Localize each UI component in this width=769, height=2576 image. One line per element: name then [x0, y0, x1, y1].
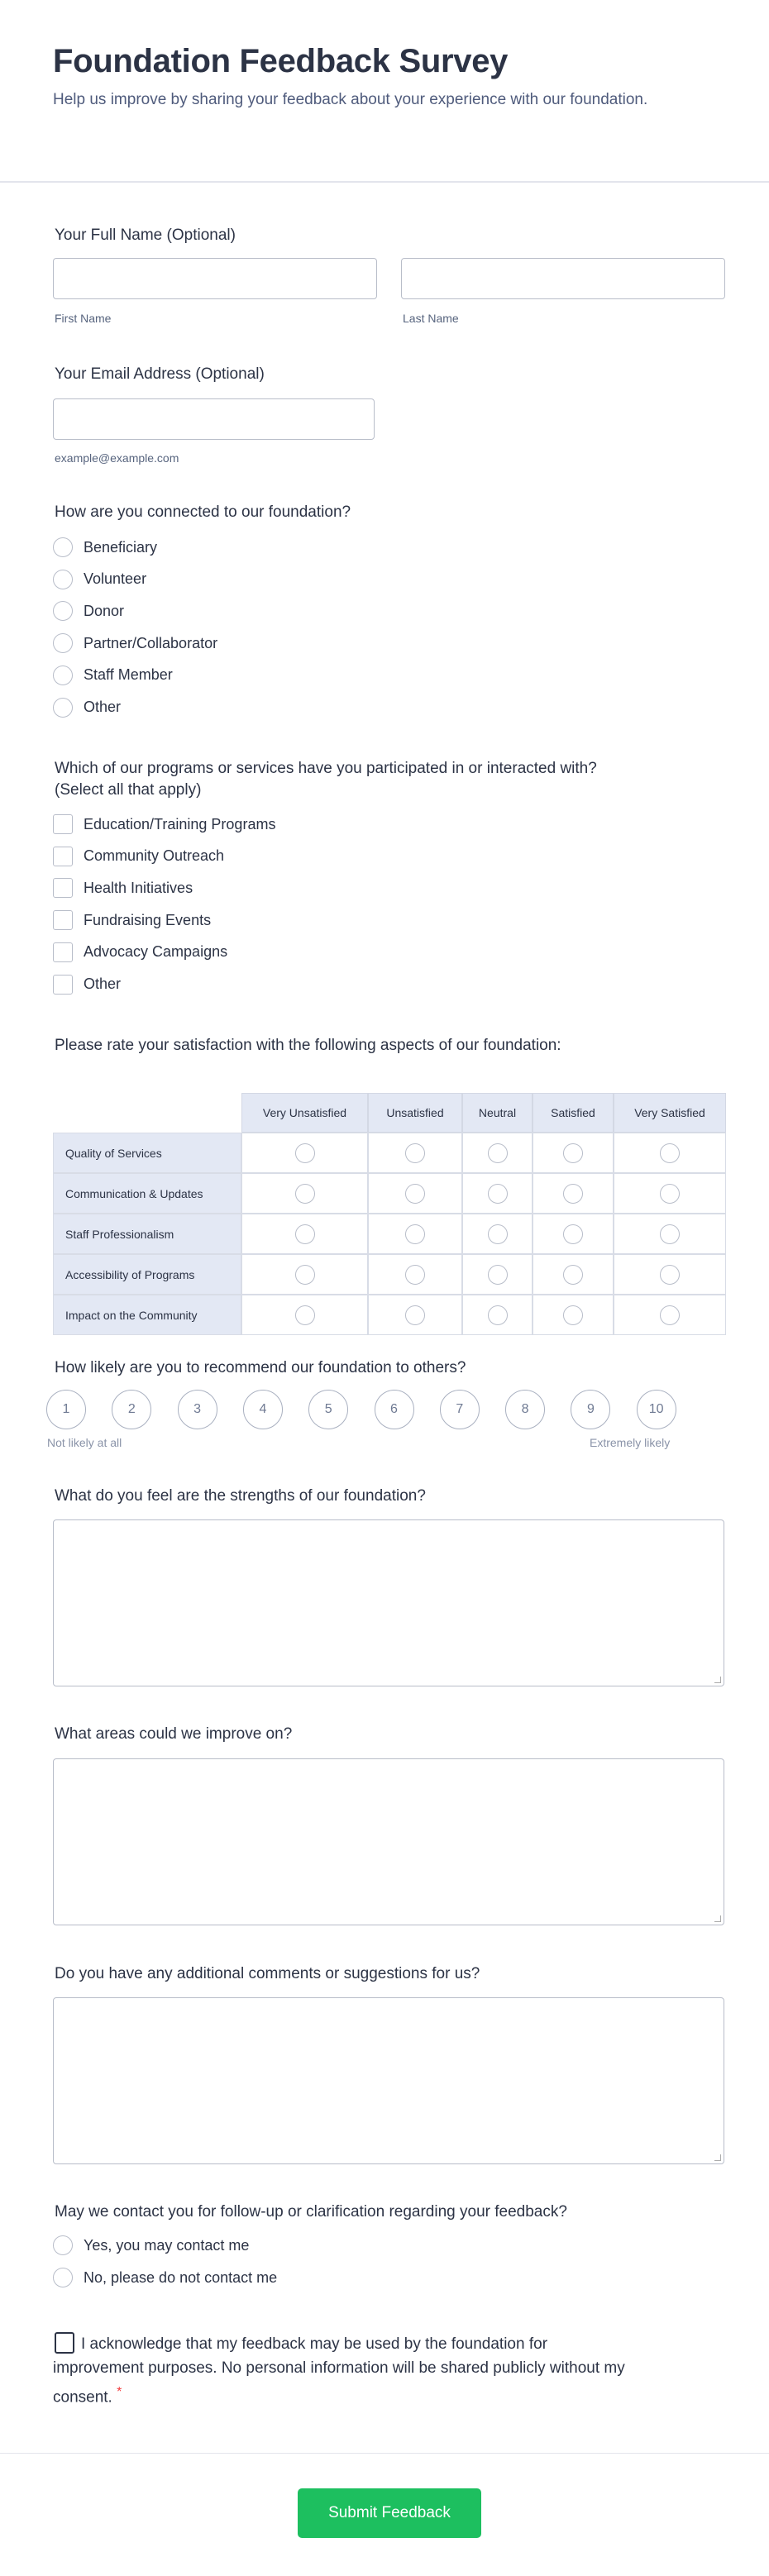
matrix-radio[interactable]	[405, 1224, 425, 1244]
matrix-cell	[241, 1133, 368, 1173]
matrix-radio[interactable]	[660, 1143, 680, 1163]
radio-button[interactable]	[53, 665, 73, 685]
matrix-cell	[368, 1214, 462, 1254]
option-label: Beneficiary	[84, 538, 158, 556]
matrix-radio[interactable]	[405, 1305, 425, 1325]
matrix-cell	[368, 1173, 462, 1214]
matrix-radio[interactable]	[563, 1184, 583, 1204]
footer-divider	[0, 2453, 769, 2454]
nps-option[interactable]: 7	[440, 1390, 480, 1429]
matrix-column-header: Very Satisfied	[614, 1093, 726, 1133]
radio-button[interactable]	[53, 698, 73, 718]
program-option[interactable]	[53, 878, 193, 898]
nps-high-label: Extremely likely	[590, 1436, 671, 1449]
matrix-cell	[614, 1173, 726, 1214]
first-name-sublabel: First Name	[55, 312, 112, 325]
nps-option[interactable]: 1	[46, 1390, 86, 1429]
matrix-cell	[533, 1254, 614, 1295]
program-option[interactable]	[53, 910, 211, 930]
matrix-cell	[614, 1254, 726, 1295]
matrix-row	[53, 1214, 726, 1254]
matrix-column-header: Very Unsatisfied	[241, 1093, 368, 1133]
nps-option[interactable]: 6	[375, 1390, 414, 1429]
matrix-cell	[533, 1295, 614, 1335]
matrix-cell	[533, 1173, 614, 1214]
radio-button[interactable]	[53, 601, 73, 621]
checkbox[interactable]	[53, 878, 73, 898]
checkbox[interactable]	[53, 847, 73, 866]
radio-button[interactable]	[53, 537, 73, 557]
matrix-radio[interactable]	[488, 1265, 508, 1285]
option-label: Yes, you may contact me	[84, 2236, 250, 2254]
matrix-cell	[241, 1254, 368, 1295]
acknowledge-field	[53, 2332, 632, 2409]
nps-option[interactable]: 5	[308, 1390, 348, 1429]
acknowledge-checkbox[interactable]	[55, 2332, 74, 2354]
connection-option[interactable]	[53, 601, 124, 621]
email-sublabel: example@example.com	[55, 451, 179, 465]
option-label: Health Initiatives	[84, 879, 193, 896]
checkbox[interactable]	[53, 814, 73, 834]
checkbox[interactable]	[53, 975, 73, 995]
program-option[interactable]	[53, 814, 275, 834]
matrix-radio[interactable]	[660, 1184, 680, 1204]
page-title: Foundation Feedback Survey	[53, 43, 509, 79]
matrix-cell	[462, 1295, 533, 1335]
matrix-cell	[614, 1214, 726, 1254]
programs-label-line1: Which of our programs or services have you participated in or interacted with?	[55, 760, 597, 777]
satisfaction-matrix	[53, 1093, 726, 1335]
matrix-column-header: Satisfied	[533, 1093, 614, 1133]
matrix-cell	[462, 1214, 533, 1254]
matrix-radio[interactable]	[488, 1184, 508, 1204]
matrix-radio[interactable]	[563, 1265, 583, 1285]
connection-option[interactable]	[53, 665, 173, 685]
matrix-cell	[241, 1295, 368, 1335]
matrix-cell	[614, 1295, 726, 1335]
program-option[interactable]	[53, 942, 227, 962]
connection-option[interactable]	[53, 633, 217, 653]
matrix-row	[53, 1133, 726, 1173]
matrix-radio[interactable]	[488, 1305, 508, 1325]
resize-handle-icon[interactable]	[714, 2154, 721, 2161]
acknowledge-text: I acknowledge that my feedback may be used by the foundation for improvement purposes. No personal information will be shared publicly without my consent.	[53, 2335, 625, 2407]
checkbox[interactable]	[53, 942, 73, 962]
resize-handle-icon[interactable]	[714, 1677, 721, 1683]
matrix-radio[interactable]	[563, 1224, 583, 1244]
matrix-cell	[368, 1295, 462, 1335]
program-option[interactable]	[53, 847, 224, 866]
matrix-row-label: Impact on the Community	[53, 1295, 241, 1335]
email-label: Your Email Address (Optional)	[55, 365, 265, 383]
contact-option[interactable]	[53, 2235, 249, 2255]
checkbox[interactable]	[53, 910, 73, 930]
option-label: Community Outreach	[84, 847, 225, 865]
nps-low-label: Not likely at all	[47, 1436, 122, 1449]
matrix-radio[interactable]	[488, 1224, 508, 1244]
last-name-input[interactable]	[401, 258, 725, 299]
option-label: No, please do not contact me	[84, 2268, 278, 2286]
contact-label: May we contact you for follow-up or clarification regarding your feedback?	[55, 2203, 567, 2221]
matrix-corner	[53, 1093, 241, 1133]
programs-label-line2: (Select all that apply)	[55, 781, 202, 799]
matrix-column-header: Unsatisfied	[368, 1093, 462, 1133]
matrix-cell	[533, 1133, 614, 1173]
option-label: Fundraising Events	[84, 911, 212, 928]
option-label: Advocacy Campaigns	[84, 943, 228, 961]
matrix-row	[53, 1295, 726, 1335]
matrix-radio[interactable]	[563, 1143, 583, 1163]
radio-button[interactable]	[53, 633, 73, 653]
matrix-column-header: Neutral	[462, 1093, 533, 1133]
nps-option[interactable]: 9	[571, 1390, 610, 1429]
matrix-row	[53, 1173, 726, 1214]
matrix-radio[interactable]	[295, 1265, 315, 1285]
matrix-radio[interactable]	[295, 1143, 315, 1163]
matrix-row	[53, 1254, 726, 1295]
matrix-cell	[462, 1254, 533, 1295]
connection-option[interactable]	[53, 698, 121, 718]
connection-label: How are you connected to our foundation?	[55, 503, 351, 521]
strengths-label: What do you feel are the strengths of our foundation?	[55, 1487, 426, 1505]
matrix-cell	[368, 1254, 462, 1295]
matrix-radio[interactable]	[295, 1305, 315, 1325]
comments-textarea[interactable]	[53, 1997, 724, 2164]
matrix-radio[interactable]	[295, 1184, 315, 1204]
comments-label: Do you have any additional comments or suggestions for us?	[55, 1965, 480, 1982]
matrix-cell	[462, 1173, 533, 1214]
connection-option[interactable]	[53, 570, 146, 589]
programs-label	[55, 758, 597, 801]
matrix-row-label: Accessibility of Programs	[53, 1254, 241, 1295]
nps-option[interactable]: 2	[112, 1390, 151, 1429]
page-subtitle: Help us improve by sharing your feedback about your experience with our foundation.	[53, 91, 648, 108]
matrix-cell	[533, 1214, 614, 1254]
matrix-cell	[241, 1173, 368, 1214]
matrix-radio[interactable]	[660, 1305, 680, 1325]
radio-button[interactable]	[53, 2268, 73, 2287]
matrix-radio[interactable]	[660, 1224, 680, 1244]
improve-textarea[interactable]	[53, 1758, 724, 1925]
nps-option[interactable]: 4	[243, 1390, 283, 1429]
connection-option[interactable]	[53, 537, 157, 557]
matrix-radio[interactable]	[563, 1305, 583, 1325]
option-label: Donor	[84, 602, 125, 619]
option-label: Staff Member	[84, 666, 173, 684]
matrix-radio[interactable]	[405, 1184, 425, 1204]
resize-handle-icon[interactable]	[714, 1915, 721, 1922]
required-mark: *	[117, 2385, 122, 2399]
improve-label: What areas could we improve on?	[55, 1725, 293, 1743]
nps-label: How likely are you to recommend our foundation to others?	[55, 1359, 466, 1376]
first-name-input[interactable]	[53, 258, 377, 299]
matrix-row-label: Staff Professionalism	[53, 1214, 241, 1254]
matrix-row-label: Communication & Updates	[53, 1173, 241, 1214]
matrix-radio[interactable]	[488, 1143, 508, 1163]
option-label: Volunteer	[84, 570, 147, 588]
radio-button[interactable]	[53, 2235, 73, 2255]
contact-option[interactable]	[53, 2268, 277, 2287]
matrix-cell	[462, 1133, 533, 1173]
matrix-radio[interactable]	[405, 1143, 425, 1163]
strengths-textarea[interactable]	[53, 1519, 724, 1686]
matrix-label: Please rate your satisfaction with the following aspects of our foundation:	[55, 1037, 561, 1054]
matrix-radio[interactable]	[405, 1265, 425, 1285]
nps-option[interactable]: 10	[637, 1390, 676, 1429]
option-label: Partner/Collaborator	[84, 634, 218, 651]
nps-option[interactable]: 8	[505, 1390, 545, 1429]
matrix-cell	[614, 1133, 726, 1173]
program-option[interactable]	[53, 975, 121, 995]
matrix-row-label: Quality of Services	[53, 1133, 241, 1173]
email-input[interactable]	[53, 398, 375, 440]
header-divider	[0, 181, 769, 183]
option-label: Other	[84, 976, 122, 992]
nps-option[interactable]: 3	[178, 1390, 217, 1429]
submit-button[interactable]: Submit Feedback	[298, 2488, 481, 2538]
last-name-sublabel: Last Name	[403, 312, 459, 325]
radio-button[interactable]	[53, 570, 73, 589]
matrix-radio[interactable]	[660, 1265, 680, 1285]
matrix-radio[interactable]	[295, 1224, 315, 1244]
full-name-label: Your Full Name (Optional)	[55, 227, 236, 244]
option-label: Other	[84, 699, 122, 715]
option-label: Education/Training Programs	[84, 815, 276, 832]
matrix-cell	[241, 1214, 368, 1254]
matrix-cell	[368, 1133, 462, 1173]
